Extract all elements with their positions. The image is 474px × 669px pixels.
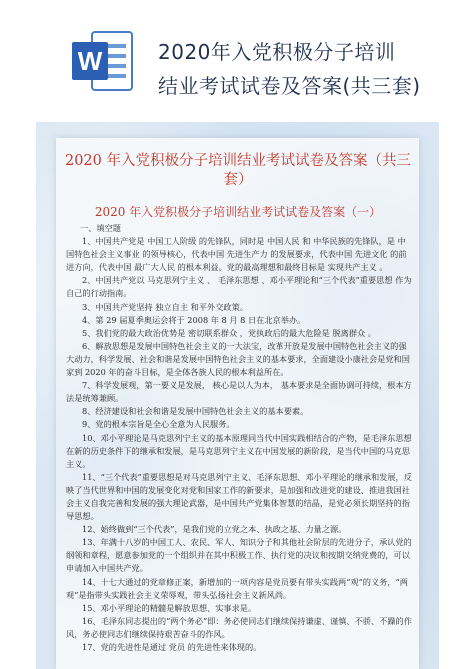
file-title-line-1: 2020年入党积极分子培训 — [158, 40, 396, 64]
document-body — [66, 222, 412, 654]
paragraph: 14、十七大通过的党章修正案，新增加的一项内容是党员要有带头实践两“观”的义务，“两观”是指带头实践社会主义荣辱观，带头弘扬社会主义新风尚。 — [66, 576, 408, 600]
paragraph: 2、中国共产党以 马克思列宁主义 、 毛泽东思想 、邓小平理论和“三个代表”重要思想 作为自己的行动指南。 — [66, 275, 412, 299]
paragraph: 10、邓小平理论是马克思列宁主义的基本原理同当代中国实践相结合的产物，是毛泽东思想在新的历史条件下的继承和发展，是马克思列宁主义在中国发展的新阶段，是当代中国的马克思主义。 — [66, 432, 412, 469]
paragraph: 4、第 29 届夏季奥运会将于 2008 年 8 月 8 日在北京举办。 — [82, 314, 306, 325]
document-title: 2020 年入党积极分子培训结业考试试卷及答案（共三套） — [64, 153, 411, 188]
paragraph: 6、解放思想是发展中国特色社会主义的一大法宝，改革开放是发展中国特色社会主义的强大动力，科学发展、社会和谐是发展中国特色社会主义的基本要求，全面建设小康社会是党和国家到 2020 年的奋斗目标，是全体各族人民的根本利益所在。 — [66, 340, 410, 378]
word-doc-icon — [70, 28, 136, 94]
header — [0, 0, 474, 120]
paragraph: 1、中国共产党是 中国工人阶级 的先锋队，同时是 中国人民 和 中华民族的先锋队，是 中国特色社会主义事业 的领导核心，代表中国 先进生产力 的发展要求，代表中国 先进文化 的前进方向，代表中国 最广大人民 的根本利益。党的最高理想和最终目标是 实现共产主义 。 — [66, 236, 407, 273]
paragraph: 11、“三个代表”重要思想是对马克思列宁主义、毛泽东思想、邓小平理论的继承和发展，反映了当代世界和中国的发展变化对党和国家工作的新要求，是加强和改进党的建设、推进我国社会主义自我完善和发展的强大理论武器，是中国共产党集体智慧的结晶，是党必须长期坚持的指导思想。 — [66, 471, 412, 522]
paragraph: 17、党的先进性是通过 党员 的先进性来体现的。 — [82, 642, 262, 652]
document-subtitle: 2020 年入党积极分子培训结业考试试卷及答案（一） — [94, 205, 382, 219]
paragraph: 12、始终做到“三个代表”，是我们党的立党之本、执政之基、力量之源。 — [82, 524, 347, 535]
paragraph: 7、科学发展观，第一要义是发展， 核心是以人为本， 基本要求是全面协调可持续，根本方法是统筹兼顾。 — [66, 380, 412, 404]
paragraph: 15、邓小平理论的精髓是解放思想、实事求是。 — [82, 602, 257, 613]
file-title-line-2: 结业考试试卷及答案(共三套) — [158, 74, 421, 98]
paragraph: 13、年满十八岁的中国工人、农民、军人、知识分子和其他社会阶层的先进分子，承认党的纲领和章程，愿意参加党的一个组织并在其中积极工作、执行党的决议和按期交纳党费的，可以申请加入中国共产党。 — [66, 537, 412, 574]
word-icon-letter: W — [77, 46, 103, 76]
section-heading: 一、填空题 — [80, 223, 121, 233]
paragraph: 5、我们党的最大政治优势是 密切联系群众 ，党执政后的最大危险是 脱离群众 。 — [82, 327, 376, 338]
paragraph: 16、毛泽东同志提出的“两个务必”即：务必使同志们继续保持谦虚、谨慎、不骄、不躁的作风，务必使同志们继续保持艰苦奋斗的作风。 — [66, 615, 412, 639]
paragraph: 8、经济建设和社会和谐是发展中国特色社会主义的基本要素。 — [82, 406, 309, 417]
paragraph: 9、党的根本宗旨是全心全意为人民服务。 — [82, 419, 235, 430]
paragraph: 3、中国共产党坚持 独立自主 和平外交政策。 — [82, 301, 248, 312]
